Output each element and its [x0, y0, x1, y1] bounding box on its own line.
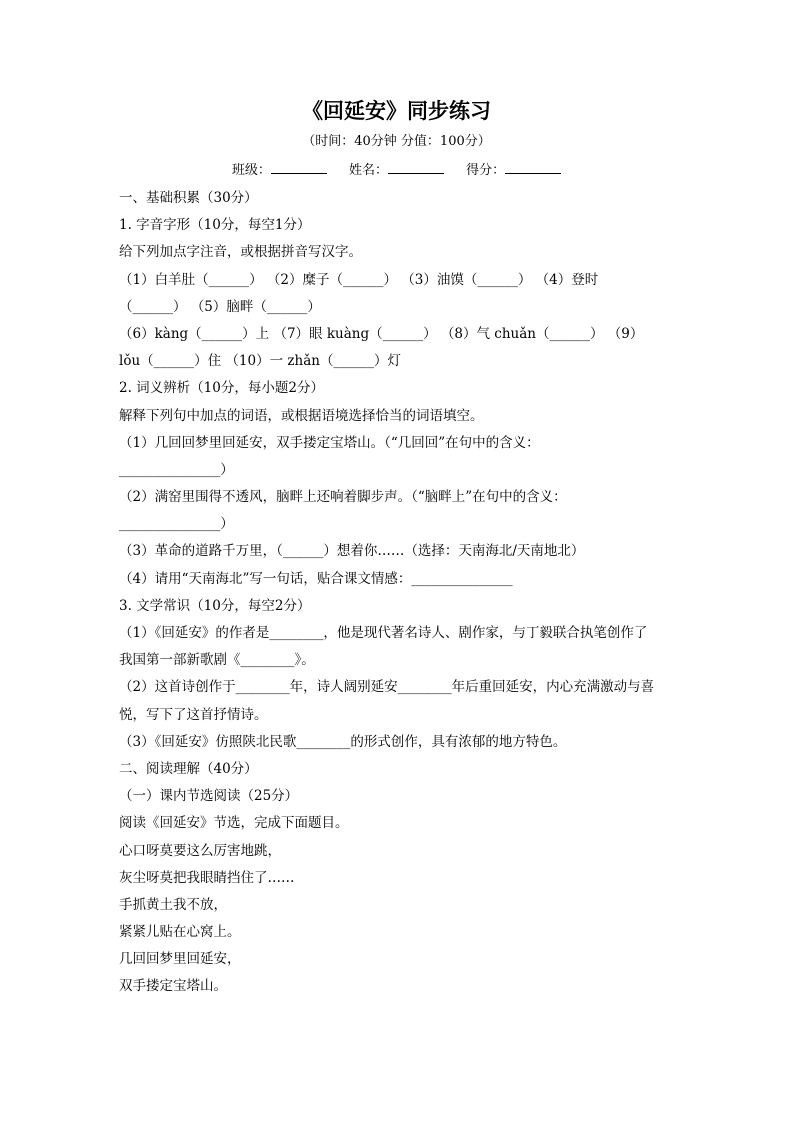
question-1-items-line-1: （1）白羊肚（______） （2）糜子（______） （3）油馍（______） （4）登时 — [119, 271, 599, 288]
question-2-item-2: （2）满窑里围得不透风，脑畔上还响着脚步声。（“脑畔上”在句中的含义： — [119, 489, 567, 506]
score-label: 得分： — [466, 163, 506, 178]
question-1-heading: 1. 字音字形（10分，每空1分） — [119, 217, 311, 234]
reading-instruction: 阅读《回延安》节选，完成下面题目。 — [119, 815, 349, 832]
question-2-item-3: （3）革命的道路千万里，（______）想着你……（选择：天南海北/天南地北） — [119, 543, 585, 560]
poem-line: 紧紧儿贴在心窝上。 — [119, 924, 241, 941]
poem-line: 灰尘呀莫把我眼睛挡住了…… — [119, 869, 295, 886]
section-heading-basics: 一、基础积累（30分） — [119, 190, 258, 206]
question-1-instruction: 给下列加点字注音，或根据拼音写汉字。 — [119, 244, 362, 261]
question-3-item-1: （1）《回延安》的作者是________，他是现代著名诗人、剧作家，与丁毅联合执笔创作了 — [119, 625, 648, 641]
question-3-item-2: （2）这首诗创作于________年，诗人阔别延安________年后重回延安，内心充满激动与喜 — [119, 679, 655, 696]
question-2-instruction: 解释下列句中加点的词语，或根据语境选择恰当的词语填空。 — [119, 407, 484, 424]
class-label: 班级： — [231, 163, 271, 178]
poem-line: 双手搂定宝塔山。 — [119, 978, 227, 995]
page-title: 《回延安》同步练习 — [302, 99, 491, 123]
time-score-note: （时间：40分钟 分值：100分） — [302, 134, 491, 149]
name-blank — [388, 160, 444, 174]
question-3-item-1-cont: 我国第一部新歌剧《________》。 — [119, 652, 315, 669]
poem-line: 心口呀莫要这么厉害地跳， — [119, 842, 281, 859]
reading-part-1-heading: （一）课内节选阅读（25分） — [119, 788, 299, 805]
question-1-items-line-2: （______） （5）脑畔（______） — [119, 298, 321, 315]
section-heading-reading: 二、阅读理解（40分） — [119, 760, 258, 777]
score-blank — [505, 160, 561, 174]
question-3-item-3: （3）《回延安》仿照陕北民歌________的形式创作，具有浓郁的地方特色。 — [119, 733, 567, 750]
poem-line: 几回回梦里回延安， — [119, 951, 241, 968]
student-info-row — [119, 160, 674, 178]
question-2-item-1-answer: _______________） — [119, 461, 234, 478]
question-2-item-4: （4）请用“天南海北”写一句话，贴合课文情感：_______________ — [119, 570, 513, 587]
poem-line: 手抓黄土我不放， — [119, 896, 227, 913]
class-blank — [271, 160, 327, 174]
question-2-item-2-answer: _______________） — [119, 516, 234, 533]
name-label: 姓名： — [348, 163, 388, 178]
question-2-heading: 2. 词义辨析（10分，每小题2分） — [119, 380, 324, 397]
question-2-item-1: （1）几回回梦里回延安，双手搂定宝塔山。（“几回回”在句中的含义： — [119, 434, 540, 451]
question-3-heading: 3. 文学常识（10分，每空2分） — [119, 597, 311, 614]
question-1-items-line-3: （6）kàng（______）上 （7）眼 kuàng（______） （8）气 chuǎn（______） （9） — [119, 325, 644, 342]
question-1-items-line-4: lǒu（______）住 （10）一 zhǎn（______）灯 — [119, 353, 401, 370]
question-3-item-2-cont: 悦，写下了这首抒情诗。 — [119, 706, 268, 723]
